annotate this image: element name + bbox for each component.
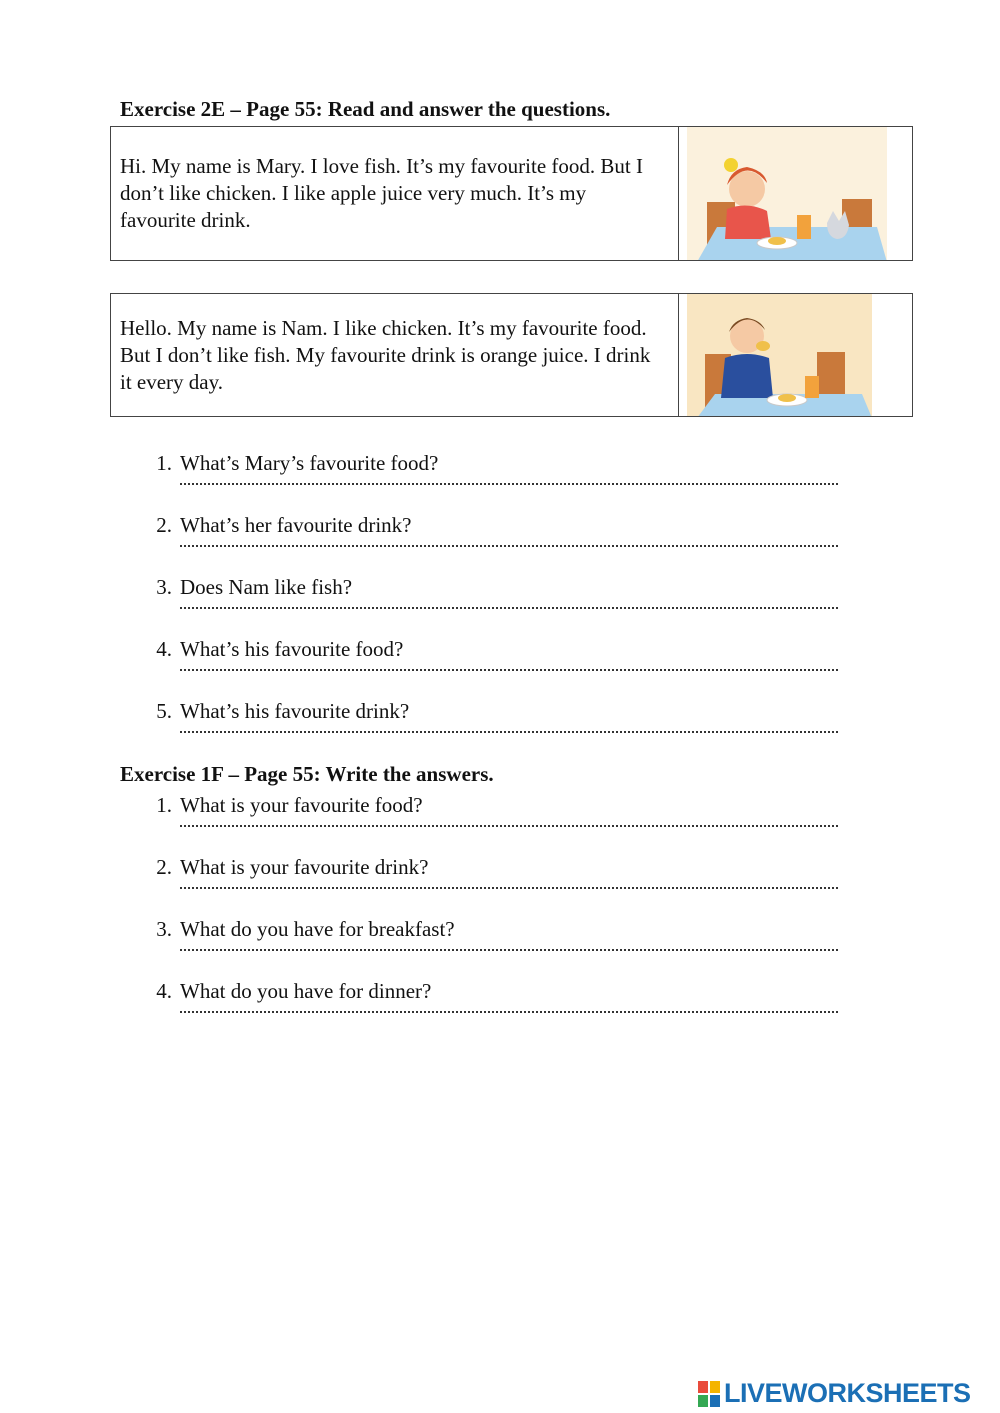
- liveworksheets-logo: [698, 1378, 971, 1409]
- nam-illustration: [679, 294, 912, 416]
- answer-line[interactable]: [180, 731, 838, 733]
- question-text: Does Nam like fish?: [180, 575, 353, 599]
- story-box-nam: [110, 293, 913, 417]
- question-number: 2.: [156, 513, 172, 537]
- question-text: What do you have for breakfast?: [180, 917, 455, 941]
- question-text: What’s her favourite drink?: [180, 513, 412, 537]
- question-number: 4.: [156, 979, 172, 1003]
- answer-line[interactable]: [180, 825, 838, 827]
- question-text: What do you have for dinner?: [180, 979, 432, 1003]
- question-text: What is your favourite drink?: [180, 855, 429, 879]
- liveworksheets-icon: [698, 1381, 720, 1407]
- brand-name: LIVEWORKSHEETS: [724, 1378, 971, 1408]
- mary-illustration: [679, 127, 912, 260]
- question-number: 2.: [156, 855, 172, 879]
- story-box-mary: [110, 126, 913, 261]
- answer-line[interactable]: [180, 1011, 838, 1013]
- answer-line[interactable]: [180, 607, 838, 609]
- story-text-mary: Hi. My name is Mary. I love fish. It’s my favourite food. But I don’t like chicken. I like apple juice very much. It’s my favourite drink.: [111, 127, 679, 260]
- answer-line[interactable]: [180, 545, 838, 547]
- question-text: What’s Mary’s favourite food?: [180, 451, 439, 475]
- question-number: 1.: [156, 793, 172, 817]
- answer-line[interactable]: [180, 887, 838, 889]
- question-number: 3.: [156, 575, 172, 599]
- question-number: 1.: [156, 451, 172, 475]
- exercise-2e-heading: Exercise 2E – Page 55: Read and answer the questions.: [120, 97, 611, 121]
- story-text-nam: Hello. My name is Nam. I like chicken. It’s my favourite food. But I don’t like fish. My favourite drink is orange juice. I drink it every day.: [111, 294, 679, 416]
- answer-line[interactable]: [180, 669, 838, 671]
- question-text: What’s his favourite drink?: [180, 699, 410, 723]
- question-number: 4.: [156, 637, 172, 661]
- question-number: 5.: [156, 699, 172, 723]
- answer-line[interactable]: [180, 483, 838, 485]
- question-text: What’s his favourite food?: [180, 637, 404, 661]
- exercise-1f-heading: Exercise 1F – Page 55: Write the answers.: [120, 762, 494, 786]
- question-text: What is your favourite food?: [180, 793, 423, 817]
- answer-line[interactable]: [180, 949, 838, 951]
- question-number: 3.: [156, 917, 172, 941]
